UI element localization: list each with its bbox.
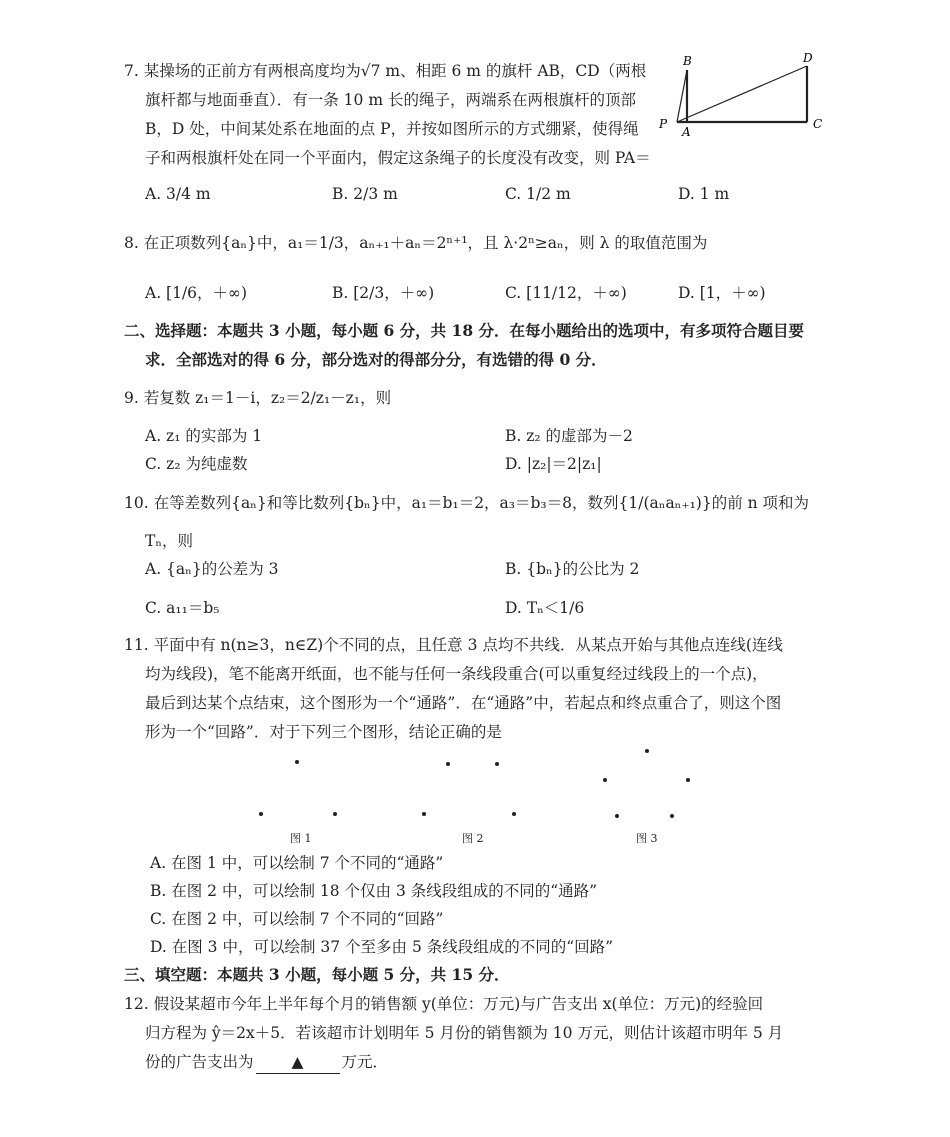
- fig2-dot: [422, 812, 426, 816]
- q12-line-3-suffix: 万元．: [341, 1053, 389, 1071]
- figure-3-label: 图 3: [636, 832, 658, 845]
- q11-line-1: 11. 平面中有 n(n≥3，n∈Z)个不同的点，且任意 3 点均不共线．从某点开始与其他点连线(连线: [124, 636, 783, 654]
- q9-option-d: D. |z₂|＝2|z₁|: [505, 455, 602, 473]
- q10-option-a: A. {aₙ}的公差为 3: [145, 560, 279, 578]
- q8-option-b: B. [2/3，＋∞): [332, 284, 435, 302]
- rope-pb: [677, 70, 687, 122]
- q10-option-b: B. {bₙ}的公比为 2: [505, 560, 640, 578]
- section-2-heading: 二、选择题：本题共 3 小题，每小题 6 分，共 18 分．在每小题给出的选项中，有多项符合题目要: [124, 321, 805, 340]
- q10-line-1: 10. 在等差数列{aₙ}和等比数列{bₙ}中，a₁＝b₁＝2，a₃＝b₃＝8，数列{1/(aₙaₙ₊₁)}的前 n 项和为: [124, 494, 810, 512]
- figure-2-label: 图 2: [462, 832, 484, 845]
- rope-pd: [677, 66, 807, 122]
- fig3-dot: [670, 814, 674, 818]
- q7-option-a: A. 3/4 m: [145, 185, 211, 203]
- fig1-dot: [333, 812, 337, 816]
- q10-line-2: Tₙ，则: [145, 532, 194, 550]
- q9-option-c: C. z₂ 为纯虚数: [145, 455, 248, 473]
- q7-line-3: B，D 处，中间某处系在地面的点 P，并按如图所示的方式绷紧，使得绳: [145, 120, 639, 138]
- q11-option-a: A. 在图 1 中，可以绘制 7 个不同的“通路”: [150, 854, 444, 872]
- fig1-dot: [259, 812, 263, 816]
- q8-option-a: A. [1/6，＋∞): [145, 284, 247, 302]
- fig3-dot: [686, 778, 690, 782]
- label-c: C: [813, 117, 823, 131]
- q9-option-a: A. z₁ 的实部为 1: [145, 427, 263, 445]
- q9-option-b: B. z₂ 的虚部为－2: [505, 427, 633, 445]
- q7-line-2: 旗杆都与地面垂直）．有一条 10 m 长的绳子，两端系在两根旗杆的顶部: [145, 91, 636, 109]
- q7-option-c: C. 1/2 m: [505, 185, 571, 203]
- q7-line-1: 7. 某操场的正前方有两根高度均为√7 m、相距 6 m 的旗杆 AB，CD（两根: [124, 62, 647, 80]
- fig2-dot: [495, 762, 499, 766]
- fig2-dot: [512, 812, 516, 816]
- label-b: B: [683, 54, 692, 68]
- fig3-dot: [615, 814, 619, 818]
- q11-line-4: 形为一个“回路”．对于下列三个图形，结论正确的是: [145, 723, 502, 741]
- answer-blank[interactable]: ▲: [256, 1051, 340, 1074]
- q7-line-4: 子和两根旗杆处在同一个平面内，假定这条绳子的长度没有改变，则 PA＝: [145, 149, 651, 167]
- q10-option-d: D. Tₙ＜1/6: [505, 599, 585, 617]
- figure-1-label: 图 1: [290, 832, 312, 845]
- q10-option-c: C. a₁₁＝b₅: [145, 599, 220, 617]
- fig3-dot: [645, 749, 649, 753]
- fig1-dot: [295, 760, 299, 764]
- q11-line-3: 最后到达某个点结束，这个图形为一个“通路”．在“通路”中，若起点和终点重合了，则这个图: [145, 694, 782, 712]
- section-2-instructions: 求．全部选对的得 6 分，部分选对的得部分分，有选错的得 0 分．: [145, 350, 607, 369]
- fig3-dot: [603, 778, 607, 782]
- q11-option-c: C. 在图 2 中，可以绘制 7 个不同的“回路”: [150, 910, 444, 928]
- q8-option-c: C. [11/12，＋∞): [505, 284, 627, 302]
- label-p: P: [659, 117, 668, 131]
- q12-line-3-prefix: 份的广告支出为: [145, 1053, 254, 1071]
- label-a: A: [682, 125, 691, 139]
- q9-line: 9. 若复数 z₁＝1－i，z₂＝2/z₁－z₁，则: [124, 389, 392, 407]
- q12-line-1: 12. 假设某超市今年上半年每个月的销售额 y(单位：万元)与广告支出 x(单位：万元)的经验回: [124, 995, 764, 1013]
- q8-option-d: D. [1，＋∞): [678, 284, 766, 302]
- q8-line: 8. 在正项数列{aₙ}中，a₁＝1/3，aₙ₊₁＋aₙ＝2ⁿ⁺¹，且 λ·2ⁿ≥aₙ，则 λ 的取值范围为: [124, 234, 708, 252]
- q12-line-3: [145, 1051, 388, 1074]
- q11-option-d: D. 在图 3 中，可以绘制 37 个至多由 5 条线段组成的不同的“回路”: [150, 938, 614, 956]
- section-3-heading: 三、填空题：本题共 3 小题，每小题 5 分，共 15 分．: [124, 965, 510, 984]
- q11-line-2: 均为线段)，笔不能离开纸面，也不能与任何一条线段重合(可以重复经过线段上的一个点)，: [145, 665, 768, 683]
- q12-line-2: 归方程为 ŷ＝2x＋5．若该超市计划明年 5 月份的销售额为 10 万元，则估计该超市明年 5 月: [145, 1024, 784, 1042]
- q11-option-b: B. 在图 2 中，可以绘制 18 个仅由 3 条线段组成的不同的“通路”: [150, 882, 598, 900]
- label-d: D: [803, 52, 813, 65]
- q7-option-b: B. 2/3 m: [332, 185, 398, 203]
- q7-option-d: D. 1 m: [678, 185, 730, 203]
- flagpole-diagram: [655, 52, 830, 142]
- fig2-dot: [446, 762, 450, 766]
